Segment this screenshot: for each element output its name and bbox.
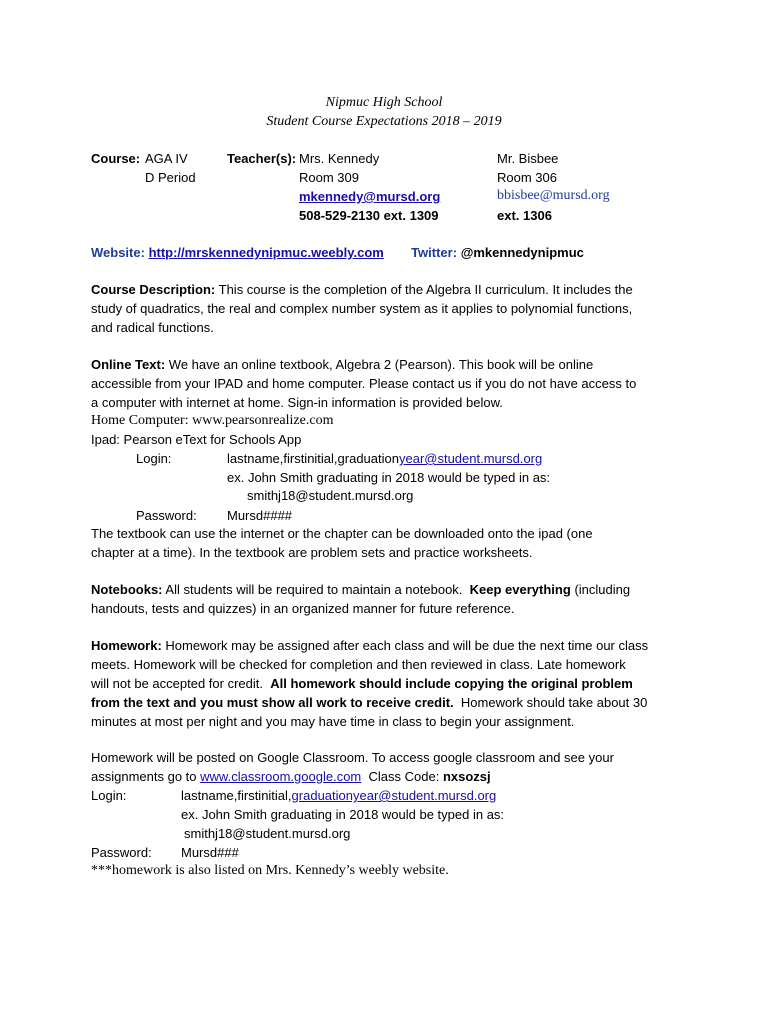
homework-label: Homework: bbox=[91, 638, 162, 653]
online-text-line-1: Online Text: We have an online textbook, Algebra 2 (Pearson). This book will be online bbox=[91, 357, 594, 372]
online-login-example-value: smithj18@student.mursd.org bbox=[247, 488, 414, 503]
classroom-login-label: Login: bbox=[91, 788, 127, 803]
online-text-label: Online Text: bbox=[91, 357, 166, 372]
teacher2-name: Mr. Bisbee bbox=[497, 151, 559, 166]
homework-line-3: will not be accepted for credit. All homework should include copying the original problem bbox=[91, 676, 633, 691]
classroom-login-value: lastname,firstinitial,graduationyear@student.mursd.org bbox=[181, 788, 497, 803]
classroom-link[interactable]: www.classroom.google.com bbox=[200, 769, 362, 784]
website-row bbox=[91, 244, 584, 262]
classroom-line-2: assignments go to www.classroom.google.com Class Code: nxsozsj bbox=[91, 769, 491, 784]
online-text-line-2: accessible from your IPAD and home computer. Please contact us if you do not have access to bbox=[91, 376, 637, 391]
course-description-label: Course Description: bbox=[91, 282, 216, 297]
twitter-handle[interactable]: @mkennedynipmuc bbox=[460, 245, 584, 260]
homework-line-5: minutes at most per night and you may have time in class to begin your assignment. bbox=[91, 714, 575, 729]
course-description-line-3: and radical functions. bbox=[91, 320, 214, 335]
weebly-note: ***homework is also listed on Mrs. Kennedy’s weebly website. bbox=[91, 863, 449, 878]
twitter-label: Twitter: bbox=[411, 245, 458, 260]
homework-line-4: from the text and you must show all work to receive credit. Homework should take about 30 bbox=[91, 695, 648, 710]
course-period: D Period bbox=[145, 170, 196, 185]
teachers-label: Teacher(s): bbox=[227, 151, 297, 166]
home-computer-line: Home Computer: www.pearsonrealize.com bbox=[91, 413, 334, 428]
online-login-example: ex. John Smith graduating in 2018 would be typed in as: bbox=[227, 470, 551, 485]
teacher1-name: Mrs. Kennedy bbox=[299, 151, 380, 166]
course-description-line-2: study of quadratics, the real and complex number system as it applies to polynomial functions, bbox=[91, 301, 633, 316]
homework-line-1: Homework: Homework may be assigned after each class and will be due the next time our class bbox=[91, 638, 649, 653]
ipad-line: Ipad: Pearson eText for Schools App bbox=[91, 432, 302, 447]
teacher2-phone: ext. 1306 bbox=[497, 208, 552, 223]
online-password-label: Password: bbox=[136, 508, 197, 523]
online-login-label: Login: bbox=[136, 451, 172, 466]
online-text-line-3: a computer with internet at home. Sign-in information is provided below. bbox=[91, 395, 503, 410]
class-code: nxsozsj bbox=[442, 769, 491, 784]
website-link[interactable]: http://mrskennedynipmuc.weebly.com bbox=[148, 245, 384, 260]
course-label: Course: bbox=[91, 151, 141, 166]
online-text-line-4: The textbook can use the internet or the chapter can be downloaded onto the ipad (one bbox=[91, 526, 593, 541]
online-text-line-5: chapter at a time). In the textbook are problem sets and practice worksheets. bbox=[91, 545, 533, 560]
notebooks-line-2: handouts, tests and quizzes) in an organized manner for future reference. bbox=[91, 601, 515, 616]
classroom-login-example: ex. John Smith graduating in 2018 would be typed in as: bbox=[181, 807, 505, 822]
document-subtitle: Student Course Expectations 2018 – 2019 bbox=[266, 114, 502, 129]
teacher1-phone: 508-529-2130 ext. 1309 bbox=[299, 208, 439, 223]
classroom-password-label: Password: bbox=[91, 845, 152, 860]
classroom-password-value: Mursd### bbox=[181, 845, 239, 860]
teacher2-room: Room 306 bbox=[497, 170, 557, 185]
notebooks-label: Notebooks: bbox=[91, 582, 163, 597]
homework-line-2: meets. Homework will be checked for completion and then reviewed in class. Late homework bbox=[91, 657, 626, 672]
online-password-value: Mursd#### bbox=[227, 508, 293, 523]
course-name: AGA IV bbox=[145, 151, 188, 166]
classroom-line-1: Homework will be posted on Google Classroom. To access google classroom and see your bbox=[91, 750, 614, 765]
teacher1-room: Room 309 bbox=[299, 170, 359, 185]
online-login-value: lastname,firstinitial,graduationyear@student.mursd.org bbox=[227, 451, 543, 466]
website-label: Website: bbox=[91, 245, 145, 260]
classroom-login-link[interactable]: graduationyear@student.mursd.org bbox=[291, 788, 497, 803]
school-name: Nipmuc High School bbox=[325, 95, 443, 110]
course-description-line-1: Course Description: This course is the completion of the Algebra II curriculum. It includes the bbox=[91, 282, 633, 297]
teacher1-email-link[interactable]: mkennedy@mursd.org bbox=[299, 189, 441, 204]
notebooks-line-1: Notebooks: All students will be required to maintain a notebook. Keep everything (including bbox=[91, 582, 631, 597]
classroom-login-example-value: smithj18@student.mursd.org bbox=[184, 826, 351, 841]
teacher2-email-link[interactable]: bbisbee@mursd.org bbox=[497, 188, 610, 203]
online-login-link[interactable]: year@student.mursd.org bbox=[398, 451, 543, 466]
